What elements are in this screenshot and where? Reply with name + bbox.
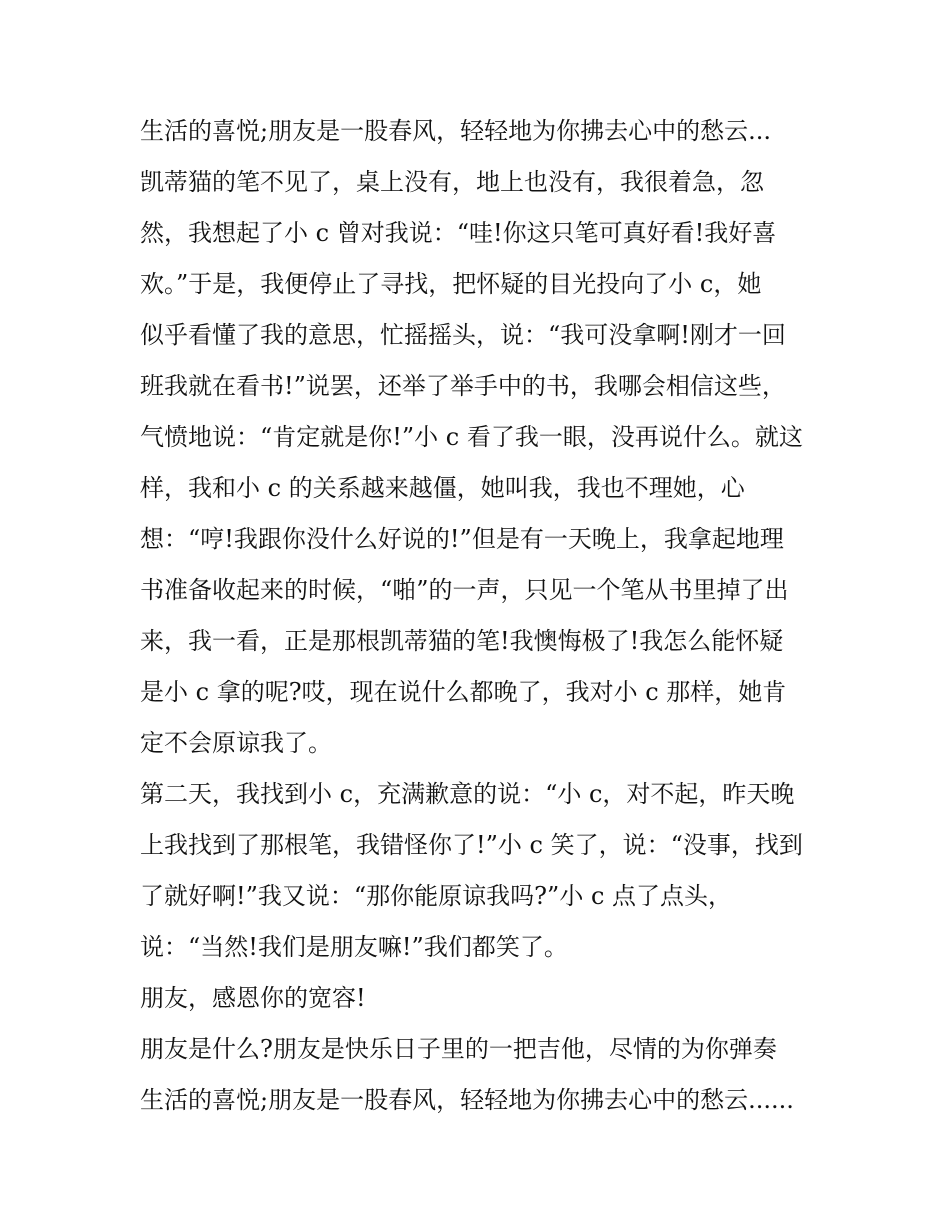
text-line: 想：“哼!我跟你没什么好说的!”但是有一天晚上，我拿起地理 [140, 525, 784, 553]
text-line: 班我就在看书!”说罢，还举了举手中的书，我哪会相信这些， [140, 372, 786, 400]
text-line: 第二天，我找到小 c，充满歉意的说：“小 c，对不起，昨天晚 [140, 780, 795, 808]
text-line: 朋友是什么?朋友是快乐日子里的一把吉他，尽情的为你弹奏 [140, 1035, 777, 1063]
text-line: 书准备收起来的时候，“啪”的一声，只见一个笔从书里掉了出 [140, 576, 789, 604]
text-line: 说：“当然!我们是朋友嘛!”我们都笑了。 [140, 933, 568, 961]
text-line: 来，我一看，正是那根凯蒂猫的笔!我懊悔极了!我怎么能怀疑 [140, 627, 784, 655]
text-line: 欢。”于是，我便停止了寻找，把怀疑的目光投向了小 c，她 [140, 270, 762, 298]
text-line: 朋友，感恩你的宽容! [140, 984, 366, 1012]
text-line: 样，我和小 c 的关系越来越僵，她叫我，我也不理她，心 [140, 474, 745, 502]
text-line: 是小 c 拿的呢?哎，现在说什么都晚了，我对小 c 那样，她肯 [140, 678, 787, 706]
text-line: 生活的喜悦;朋友是一股春风，轻轻地为你拂去心中的愁云...... [140, 1086, 794, 1114]
text-line: 似乎看懂了我的意思，忙摇摇头，说：“我可没拿啊!刚才一回 [140, 321, 786, 349]
text-line: 上我找到了那根笔，我错怪你了!”小 c 笑了，说：“没事，找到 [140, 831, 803, 859]
text-line: 了就好啊!”我又说：“那你能原谅我吗?”小 c 点了点头， [140, 882, 733, 910]
document-body [140, 106, 830, 1126]
text-line: 然，我想起了小 c 曾对我说：“哇!你这只笔可真好看!我好喜 [140, 219, 777, 247]
text-line: 气愤地说：“肯定就是你!”小 c 看了我一眼，没再说什么。就这 [140, 423, 803, 451]
text-line: 定不会原谅我了。 [140, 729, 332, 757]
text-line: 生活的喜悦;朋友是一股春风，轻轻地为你拂去心中的愁云... [140, 117, 771, 145]
text-line: 凯蒂猫的笔不见了，桌上没有，地上也没有，我很着急，忽 [140, 168, 764, 196]
